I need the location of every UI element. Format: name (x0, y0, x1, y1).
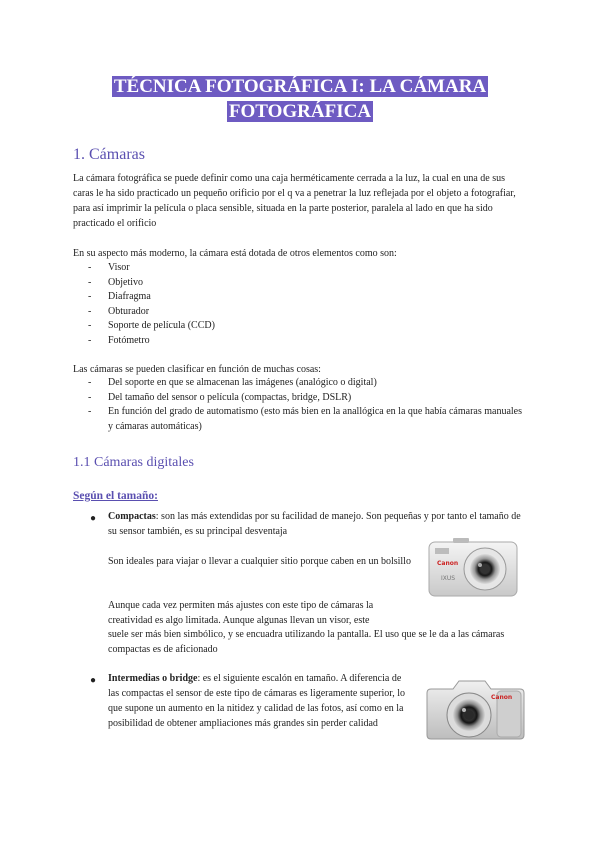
list-item: - Del soporte en que se almacenan las imágenes (analógico o digital) (88, 376, 528, 391)
list-item: - En función del grado de automatismo (esto más bien en la anallógica en la que había cámaras manuales y cámaras automáticas) (88, 405, 528, 434)
bridge-paragraph (108, 671, 408, 731)
bullet-icon: ● (90, 513, 97, 524)
bullet-icon: ● (90, 675, 97, 686)
compactas-term: Compactas (108, 511, 156, 522)
bridge-text: : es el siguiente escalón en tamaño. A diferencia de las compactas el sensor de este tipo de cámaras es ligeramente superior, lo que supone un aumento en la nitidez y calidad de las fotos, así como en la posibilidad de obtener ampliaciones más grandes sin perder calidad (108, 673, 405, 729)
classify-intro: Las cámaras se pueden clasificar en función de muchas cosas: (73, 364, 321, 375)
bridge-term: Intermedias o bridge (108, 673, 198, 684)
compact-camera-model: IXUS (441, 575, 456, 582)
elements-list (88, 261, 215, 348)
elements-intro: En su aspecto más moderno, la cámara está dotada de otros elementos como son: (73, 248, 397, 259)
list-item: - Visor (88, 261, 215, 276)
list-item: - Fotómetro (88, 334, 215, 349)
list-item: - Objetivo (88, 276, 215, 291)
list-item: - Obturador (88, 305, 215, 320)
bridge-camera-brand: Canon (491, 694, 513, 701)
list-item: - Diafragma (88, 290, 215, 305)
bridge-camera-image (423, 673, 528, 745)
compact-camera-brand: Canon (437, 560, 459, 567)
compactas-paragraph-3a: Aunque cada vez permiten más ajustes con este tipo de cámaras la creatividad es algo limitada. Aunque algunas llevan un visor, este (108, 600, 374, 626)
section-heading-camaras-digitales: 1.1 Cámaras digitales (73, 455, 194, 470)
intro-paragraph: La cámara fotográfica se puede definir como una caja herméticamente cerrada a la luz, la cual en una de sus caras le ha sido practicado un pequeño orificio por el q va a penetrar la luz reflejada por el objeto a fotografiar, para así imprimir la película o placa sensible, situada en la parte posterior, paralela al lado en que ha sido practicado el orificio (73, 173, 516, 229)
page-title (0, 74, 600, 124)
compact-camera-image (423, 532, 523, 604)
subheading-segun-tamano: Según el tamaño: (73, 490, 158, 502)
classify-list (88, 376, 528, 434)
compactas-paragraph-3b: suele ser más bien simbólico, y se encuadra utilizando la pantalla. El uso que se le da a las cámaras compactas es de aficionado (108, 629, 505, 655)
page-title-line2: FOTOGRÁFICA (228, 101, 372, 122)
section-heading-camaras: 1. Cámaras (73, 146, 145, 163)
list-item: - Soporte de película (CCD) (88, 319, 215, 334)
list-item: - Del tamaño del sensor o película (compactas, bridge, DSLR) (88, 391, 528, 406)
page-title-line1: TÉCNICA FOTOGRÁFICA I: LA CÁMARA (113, 76, 487, 97)
compactas-text: : son las más extendidas por su facilidad de manejo. Son pequeñas y por tanto el tamaño de su sensor también, es su principal desventaja (108, 511, 521, 537)
compactas-paragraph-2: Son ideales para viajar o llevar a cualquier sitio porque caben en un bolsillo (108, 556, 411, 567)
